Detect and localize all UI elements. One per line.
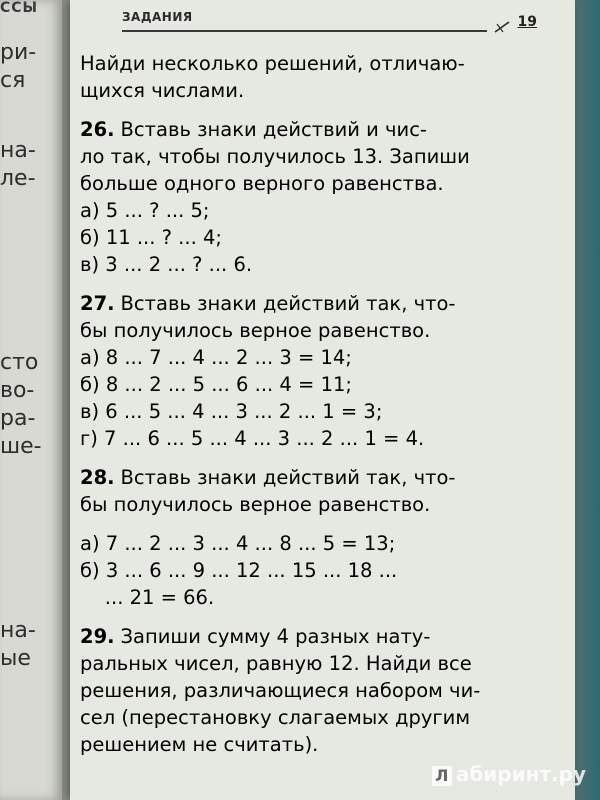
task-text-line (80, 464, 500, 491)
task-text-line: сел (перестановку слагаемых другим (80, 706, 471, 729)
watermark (432, 762, 586, 786)
task-text-line: ральных чисел, равную 12. Найди все (80, 652, 472, 675)
task-item: г) 7 ... 6 ... 5 ... 4 ... 3 ... 2 ... 1 = 4. (80, 427, 425, 450)
left-page-line: ся (0, 68, 26, 93)
task-text-line (80, 623, 500, 650)
task-text-line: бы получилось верное равенство. (80, 493, 431, 516)
task-items (80, 530, 500, 611)
task-text-line: решения, различающиеся набором чи- (80, 679, 481, 702)
left-page-header: ССЫ (0, 0, 39, 16)
task-item: в) 6 ... 5 ... 4 ... 3 ... 2 ... 1 = 3; (80, 400, 383, 423)
page-number: 19 (517, 14, 537, 30)
task-number: 28. (80, 466, 115, 489)
task-number: 29. (80, 625, 115, 648)
left-page-line: на- (0, 138, 36, 163)
task-26 (80, 116, 500, 278)
task-27 (80, 290, 500, 452)
header-rule (122, 30, 487, 32)
left-page-line: во- (0, 378, 35, 403)
page-content (80, 50, 500, 758)
task-text-line: ло так, чтобы получилось 13. Запиши (80, 145, 470, 168)
task-text: Вставь знаки действий и чис- (120, 118, 427, 141)
task-item: б) 11 ... ? ... 4; (80, 226, 222, 249)
task-item: в) 3 ... 2 ... ? ... 6. (80, 253, 253, 276)
intro-line: Найди несколько решений, отличаю- (80, 52, 465, 75)
task-items (80, 344, 500, 452)
task-text-line: больше одного верного равенства. (80, 172, 444, 195)
task-item: а) 5 ... ? ... 5; (80, 199, 210, 222)
left-page-line: ше- (0, 434, 42, 459)
task-29 (80, 623, 500, 758)
task-text-line (80, 290, 500, 317)
task-28 (80, 464, 500, 611)
intro-text (80, 50, 500, 104)
pencil-icon (493, 20, 511, 34)
task-item: а) 7 ... 2 ... 3 ... 4 ... 8 ... 5 = 13; (80, 532, 396, 555)
task-text: Вставь знаки действий так, что- (120, 292, 456, 315)
task-text-line: бы получилось верное равенство. (80, 319, 431, 342)
left-page-line: ра- (0, 406, 36, 431)
task-item: б) 8 ... 2 ... 5 ... 6 ... 4 = 11; (80, 373, 352, 396)
left-page-line: ые (0, 646, 31, 671)
task-item: б) 3 ... 6 ... 9 ... 12 ... 15 ... 18 ... (80, 559, 398, 582)
left-page-line: ле- (0, 166, 36, 191)
task-number: 26. (80, 118, 115, 141)
left-page-line: ри- (0, 40, 37, 65)
task-text-line (80, 116, 500, 143)
task-items (80, 197, 500, 278)
watermark-text: абиринт.ру (455, 762, 586, 786)
labirint-logo: Л (432, 766, 452, 786)
page-header (122, 6, 537, 36)
left-page-line: сто (0, 350, 39, 375)
left-page-line: на- (0, 618, 36, 643)
left-page (0, 0, 62, 800)
intro-line: щихся числами. (80, 79, 245, 102)
task-text: Вставь знаки действий так, что- (120, 466, 456, 489)
task-item: а) 8 ... 7 ... 4 ... 2 ... 3 = 14; (80, 346, 352, 369)
task-text: Запиши сумму 4 разных нату- (120, 625, 431, 648)
task-number: 27. (80, 292, 115, 315)
task-text-line: решением не считать). (80, 733, 319, 756)
task-item: ... 21 = 66. (80, 586, 215, 609)
section-label: ЗАДАНИЯ (122, 10, 193, 24)
